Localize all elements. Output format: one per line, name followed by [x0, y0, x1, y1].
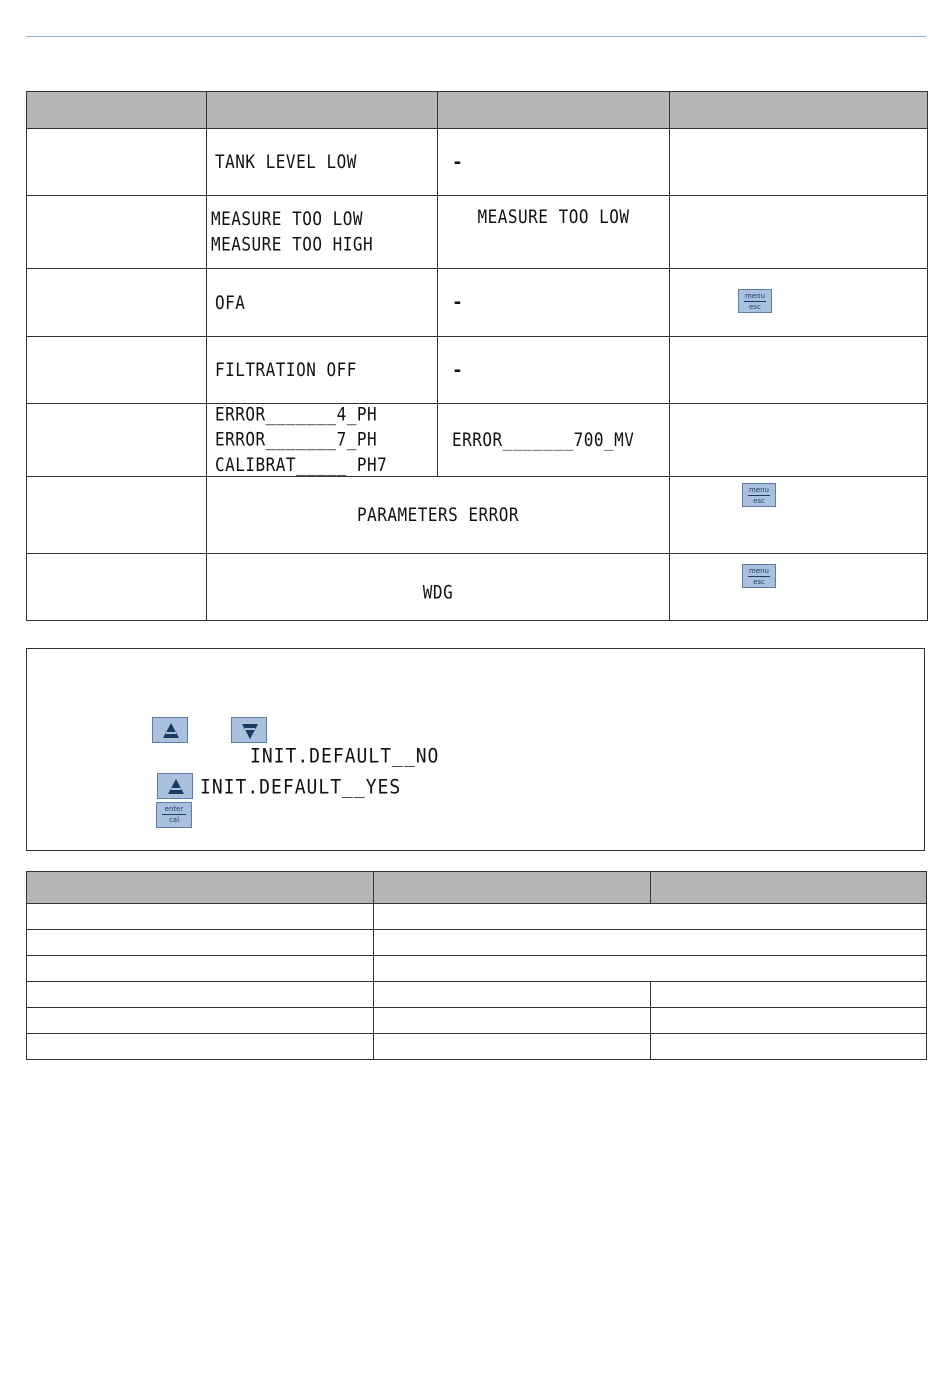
table-row [27, 404, 928, 477]
header-cell [651, 872, 927, 904]
lcd-message: FILTRATION OFF [215, 358, 357, 381]
lcd-message: - [452, 359, 463, 381]
up-arrow-icon [157, 773, 193, 799]
reset-display-no: INIT.DEFAULT__NO [250, 745, 440, 769]
lcd-message: PARAMETERS ERROR [356, 503, 520, 526]
menu-esc-key-icon: menu esc [742, 564, 776, 588]
header-cell [27, 92, 207, 129]
table-row [27, 930, 927, 956]
header-cell [374, 872, 651, 904]
lcd-message: ERROR_______700_MV [452, 428, 635, 451]
header-cell [670, 92, 928, 129]
table-row [27, 1008, 927, 1034]
enter-cal-key-icon: enter cal [156, 802, 192, 828]
table-row [27, 129, 928, 196]
lcd-message: MEASURE TOO LOW [477, 205, 630, 228]
spec-table-header [27, 872, 927, 904]
down-arrow-icon [231, 717, 267, 743]
header-cell [27, 872, 374, 904]
alarm-table-header [27, 92, 928, 129]
table-row [27, 982, 927, 1008]
table-row [27, 196, 928, 269]
lcd-message: OFA [215, 291, 246, 313]
up-arrow-icon [152, 717, 188, 743]
reset-instructions-box [26, 648, 925, 851]
spec-table [26, 871, 927, 1060]
menu-esc-key-icon: menu esc [738, 289, 772, 313]
lcd-message: MEASURE TOO LOW MEASURE TOO HIGH [211, 207, 374, 255]
lcd-message: ERROR_______4_PH ERROR_______7_PH CALIBRAT_____ PH7 [215, 403, 388, 476]
lcd-message: TANK LEVEL LOW [215, 150, 357, 173]
header-cell [438, 92, 670, 129]
menu-esc-key-icon: menu esc [742, 483, 776, 507]
table-row [27, 477, 928, 554]
table-row [27, 904, 927, 930]
table-row [27, 337, 928, 404]
lcd-message: - [452, 292, 463, 313]
reset-display-yes: INIT.DEFAULT__YES [200, 776, 402, 800]
lcd-message: WDG [422, 581, 454, 604]
lcd-message: - [452, 151, 463, 173]
alarm-table [26, 91, 928, 621]
table-row [27, 1034, 927, 1060]
header-rule [26, 36, 926, 37]
table-row [27, 956, 927, 982]
table-row [27, 269, 928, 337]
header-cell [207, 92, 438, 129]
table-row [27, 554, 928, 621]
